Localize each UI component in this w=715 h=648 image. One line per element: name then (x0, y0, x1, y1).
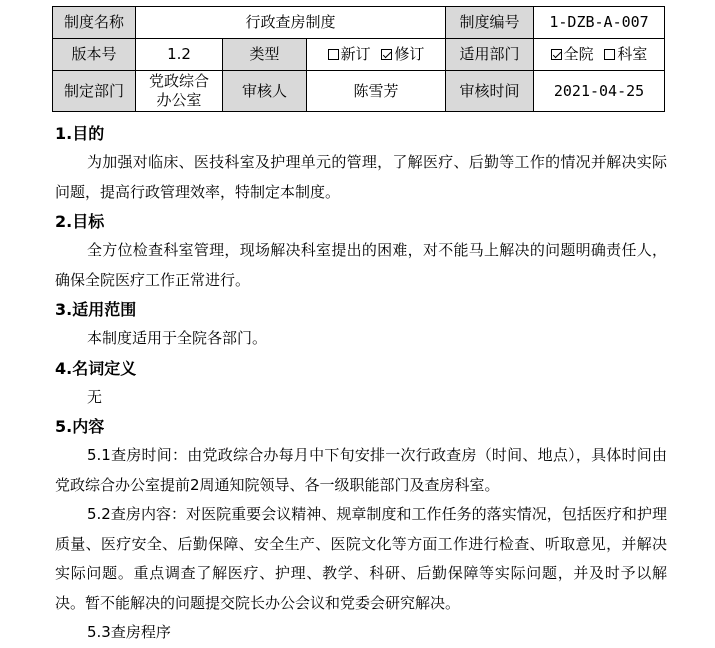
version-value: 1.2 (136, 39, 223, 71)
type-option-revise[interactable] (381, 45, 424, 63)
table-row (53, 39, 665, 71)
scope-label: 适用部门 (446, 39, 534, 71)
section-heading-scope: 3.适用范围 (55, 300, 137, 319)
section-text-definitions: 无 (87, 387, 103, 406)
review-time-label: 审核时间 (446, 71, 534, 112)
dept-value-line1: 党政综合 (148, 72, 209, 90)
table-row (53, 71, 665, 112)
type-label: 类型 (223, 39, 307, 71)
review-time-value: 2021-04-25 (534, 71, 665, 112)
version-label: 版本号 (53, 39, 136, 71)
scope-option-dept[interactable] (604, 45, 647, 63)
content-paragraph-procedure: 5.3查房程序 (87, 623, 171, 641)
section-heading-content: 5.内容 (55, 417, 105, 436)
content-paragraph-scope: 5.2查房内容：对医院重要会议精神、规章制度和工作任务的落实情况，包括医疗和护理质量、医疗安全、后勤保障、安全生产、医院文化等方面工作进行检查、听取意见，并解决实际问题。重点调查了解医疗、护理、教学、科研、后勤保障等实际问题，并及时予以解决。暂不能解决的问题提交院长办公会议和党委会研究解决。 (55, 505, 667, 612)
document-body (55, 119, 667, 648)
table-row (53, 7, 665, 39)
section-heading-definitions: 4.名词定义 (55, 358, 137, 378)
dept-value (136, 71, 223, 112)
section-heading-goal: 2.目标 (55, 212, 105, 231)
section-text-scope: 本制度适用于全院各部门。 (87, 329, 268, 347)
type-option-new-label: 新订 (340, 45, 371, 63)
name-value: 行政查房制度 (136, 7, 446, 39)
scope-options (534, 39, 665, 71)
scope-option-hospital[interactable] (551, 45, 594, 63)
section-text-purpose: 为加强对临床、医技科室及护理单元的管理，了解医疗、后勤等工作的情况并解决实际问题，提高行政管理效率，特制定本制度。 (55, 153, 667, 201)
checkbox-icon (604, 49, 615, 60)
scope-option-dept-label: 科室 (617, 45, 648, 63)
scope-option-hospital-label: 全院 (563, 45, 594, 63)
dept-label: 制定部门 (53, 71, 136, 112)
section-text-goal: 全方位检查科室管理，现场解决科室提出的困难，对不能马上解决的问题明确责任人，确保全院医疗工作正常进行。 (55, 241, 667, 289)
regulation-info-table (52, 6, 665, 112)
name-label: 制度名称 (53, 7, 136, 39)
reviewer-label: 审核人 (223, 71, 307, 112)
section-heading-purpose: 1.目的 (55, 124, 105, 143)
type-option-revise-label: 修订 (394, 45, 425, 63)
dept-value-line2: 办公室 (156, 91, 202, 109)
checkbox-checked-icon (381, 49, 392, 60)
reviewer-value: 陈雪芳 (307, 71, 446, 112)
type-options (307, 39, 446, 71)
type-option-new[interactable] (328, 45, 371, 63)
checkbox-icon (328, 49, 339, 60)
code-value: 1-DZB-A-007 (534, 7, 665, 39)
content-paragraph-time: 5.1查房时间：由党政综合办每月中下旬安排一次行政查房（时间、地点），具体时间由党政综合办公室提前2周通知院领导、各一级职能部门及查房科室。 (55, 446, 667, 494)
code-label: 制度编号 (446, 7, 534, 39)
checkbox-checked-icon (551, 49, 562, 60)
